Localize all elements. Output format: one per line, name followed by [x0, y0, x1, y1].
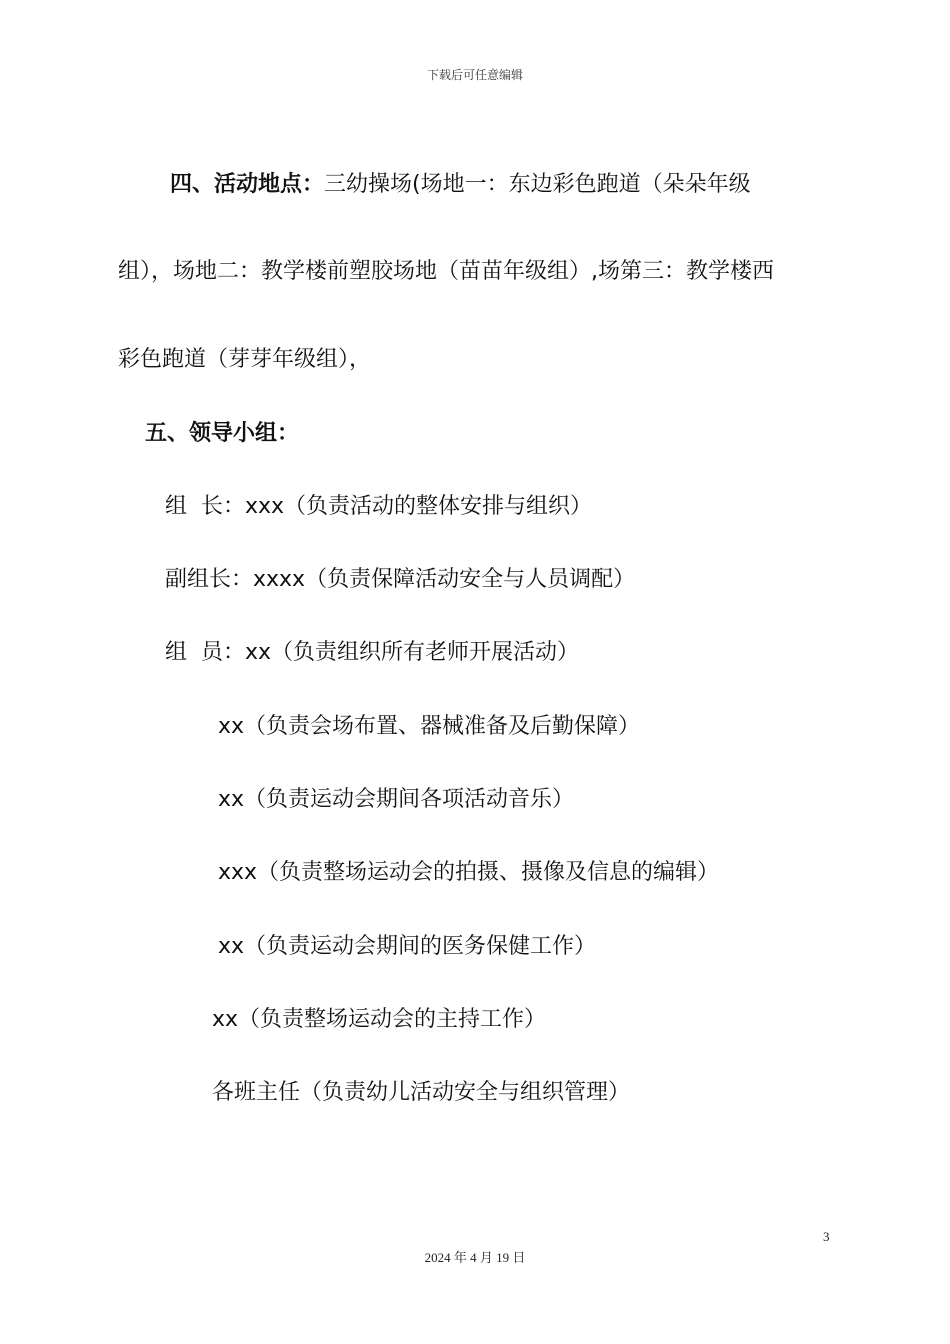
member-line: 各班主任（负责幼儿活动安全与组织管理） [212, 1080, 631, 1105]
member-line: xx（负责整场运动会的主持工作） [212, 1007, 547, 1032]
page-header: 下载后可任意编辑 [426, 68, 523, 82]
member-line: 组 员：xx（负责组织所有老师开展活动） [165, 640, 580, 665]
section-5-heading: 五、领导小组： [145, 421, 300, 446]
section-4-line-1 [170, 170, 751, 200]
footer-date: 2024 年 4 月 19 日 [424, 1250, 526, 1265]
member-line: xx（负责会场布置、器械准备及后勤保障） [218, 714, 641, 739]
member-line: 副组长：xxxx（负责保障活动安全与人员调配） [165, 567, 636, 592]
section-4-line-2: 组），场地二：教学楼前塑胶场地（苗苗年级组）,场第三：教学楼西 [118, 259, 774, 284]
member-line: 组 长：xxx（负责活动的整体安排与组织） [165, 494, 593, 519]
section-4-heading: 四、活动地点： [170, 172, 325, 197]
member-line: xxx（负责整场运动会的拍摄、摄像及信息的编辑） [218, 860, 720, 885]
section-4-line-1-text: 三幼操场(场地一：东边彩色跑道（朵朵年级 [324, 172, 751, 197]
member-line: xx（负责运动会期间的医务保健工作） [218, 934, 597, 959]
section-4-line-3: 彩色跑道（芽芽年级组）， [118, 347, 372, 372]
page-number: 3 [823, 1229, 830, 1244]
member-line: xx（负责运动会期间各项活动音乐） [218, 787, 575, 812]
